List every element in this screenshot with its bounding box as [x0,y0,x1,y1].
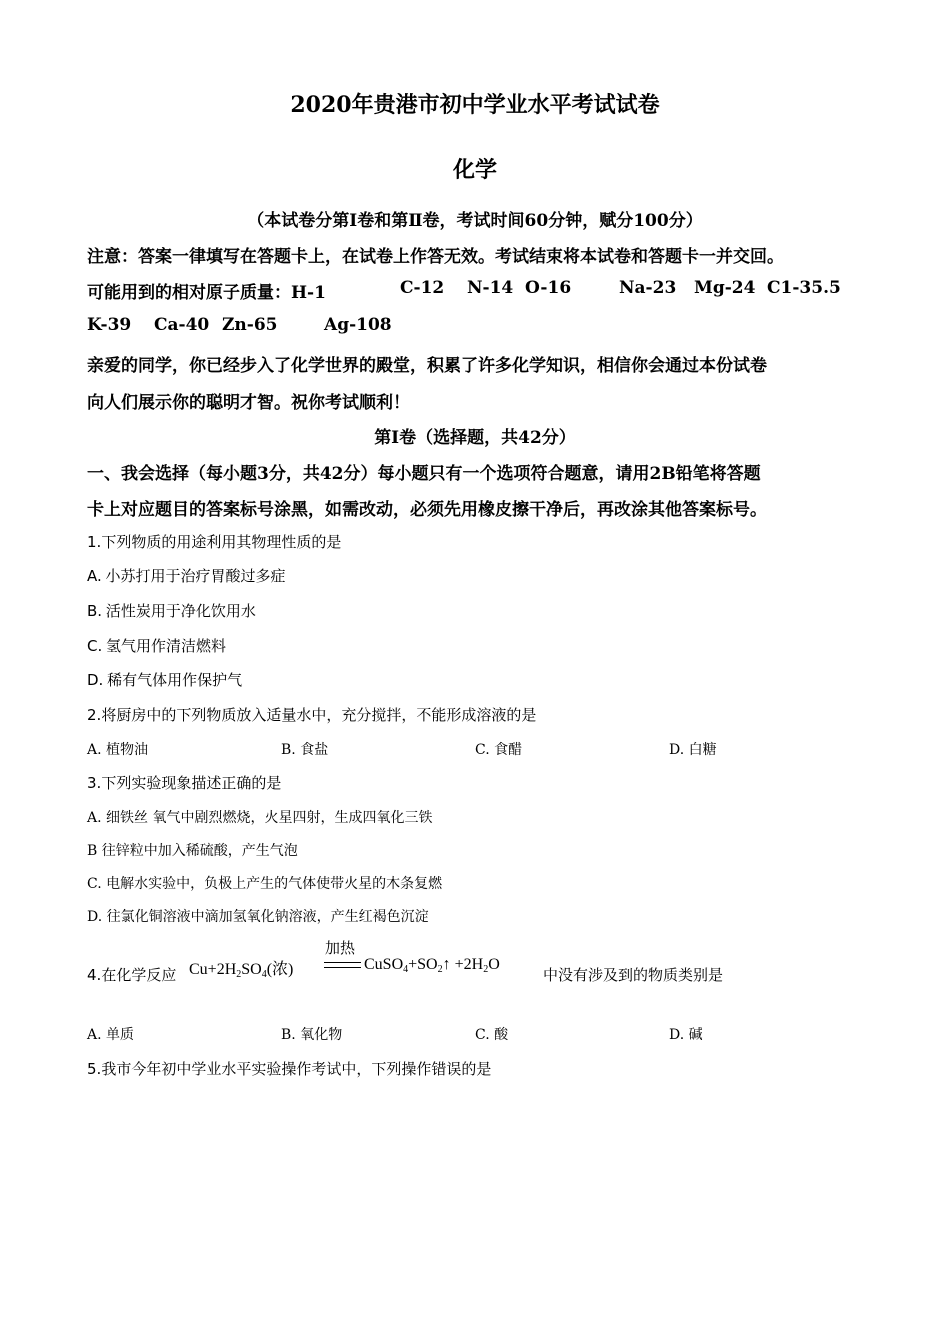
option-text: 活性炭用于净化饮用水 [105,602,256,620]
section-instruction-line-1: 一、我会选择（每小题3分，共42分）每小题只有一个选项符合题意，请用2B铅笔将答题 [87,464,761,484]
eq-term: (浓) [266,961,294,978]
q4-option-a: A. 单质 [87,1027,135,1043]
question-stem: 将厨房中的下列物质放入适量水中，充分搅拌，不能形成溶液的是 [101,706,537,724]
q1-option-d [87,669,242,690]
atomic-mass-mg: Mg-24 [694,278,756,298]
option-label: D. [87,671,104,689]
question-number: 2. [87,706,102,724]
atomic-mass-n: N-14 [467,278,514,298]
question-1 [87,531,341,552]
q4-option-b: B. 氧化物 [281,1027,343,1043]
question-number: 1. [87,533,102,551]
eq-term: O [488,956,500,973]
question-number: 4. [87,966,102,984]
question-stem: 我市今年初中学业水平实验操作考试中，下列操作错误的是 [101,1060,492,1078]
option-text: 小苏打用于治疗胃酸过多症 [105,567,286,585]
question-4-prefix [87,964,176,985]
eq-subscript: 2 [437,964,443,975]
reaction-equals-sign [324,962,361,968]
reaction-condition: 加热 [325,939,356,957]
q4-option-d: D. 碱 [669,1027,703,1043]
q3-option-c: C. 电解水实验中，负极上产生的气体使带火星的木条复燃 [87,876,443,892]
q3-option-a: A. 细铁丝 氧气中剧烈燃烧，火星四射，生成四氧化三铁 [87,810,433,826]
question-stem: 下列实验现象描述正确的是 [101,774,282,792]
option-text: 稀有气体用作保护气 [107,671,243,689]
question-number: 5. [87,1060,102,1078]
atomic-mass-o: O-16 [525,278,572,298]
eq-subscript: 4 [261,969,267,980]
atomic-mass-na: Na-23 [619,278,677,298]
eq-term: +2H [454,956,484,973]
notice-text: 注意：答案一律填写在答题卡上，在试卷上作答无效。考试结束将本试卷和答题卡一并交回。 [87,247,784,267]
question-2 [87,704,536,725]
atomic-mass-ca: Ca-40 [154,315,210,335]
q3-option-b: B 往锌粒中加入稀硫酸，产生气泡 [87,843,298,859]
option-text: 氢气用作清洁燃料 [106,637,227,655]
q1-option-b [87,600,256,621]
question-stem: 在化学反应 [101,966,177,984]
greeting-line-1: 亲爱的同学，你已经步入了化学世界的殿堂，积累了许多化学知识，相信你会通过本份试卷 [87,356,767,376]
question-stem: 下列物质的用途利用其物理性质的是 [101,533,342,551]
atomic-mass-ag: Ag-108 [324,315,392,335]
q2-option-b: B. 食盐 [281,742,329,758]
greeting-line-2: 向人们展示你的聪明才智。祝你考试顺利！ [87,393,410,413]
q2-option-c: C. 食醋 [475,742,523,758]
atomic-mass-k: K-39 [87,315,132,335]
section-instruction-line-2: 卡上对应题目的答案标号涂黑，如需改动，必须先用橡皮擦干净后，再改涂其他答案标号。 [87,500,767,520]
q4-option-c: C. 酸 [475,1027,509,1043]
q1-option-c [87,635,226,656]
question-4-suffix: 中没有涉及到的物质类别是 [543,966,724,984]
gas-arrow: ↑ [442,956,451,973]
eq-term: SO [241,961,262,978]
equation-right [364,956,500,975]
eq-term: +SO [408,956,438,973]
question-3 [87,772,281,793]
subject-title: 化学 [452,157,497,183]
atomic-mass-cl: C1-35.5 [767,278,841,298]
section-heading: 第I卷（选择题，共42分） [374,428,576,448]
eq-term: Cu+2H [189,961,237,978]
eq-subscript: 4 [403,964,409,975]
exam-info: （本试卷分第Ⅰ卷和第Ⅱ卷，考试时间60分钟，赋分100分） [247,211,703,231]
q3-option-d: D. 往氯化铜溶液中滴加氢氧化钠溶液，产生红褐色沉淀 [87,909,429,925]
q2-option-d: D. 白糖 [669,742,717,758]
atomic-mass-label: 可能用到的相对原子质量：H-1 [87,283,326,303]
eq-subscript: 2 [483,964,489,975]
atomic-mass-c: C-12 [400,278,445,298]
eq-term: CuSO [364,956,404,973]
option-label: B. [87,602,103,620]
page-title: 2020年贵港市初中学业水平考试试卷 [290,92,660,118]
equation-left [189,956,293,980]
q1-option-a [87,565,286,586]
q2-option-a: A. 植物油 [87,742,149,758]
option-label: C. [87,637,103,655]
question-5 [87,1058,491,1079]
eq-subscript: 2 [236,969,242,980]
option-label: A. [87,567,102,585]
atomic-mass-zn: Zn-65 [222,315,278,335]
question-number: 3. [87,774,102,792]
